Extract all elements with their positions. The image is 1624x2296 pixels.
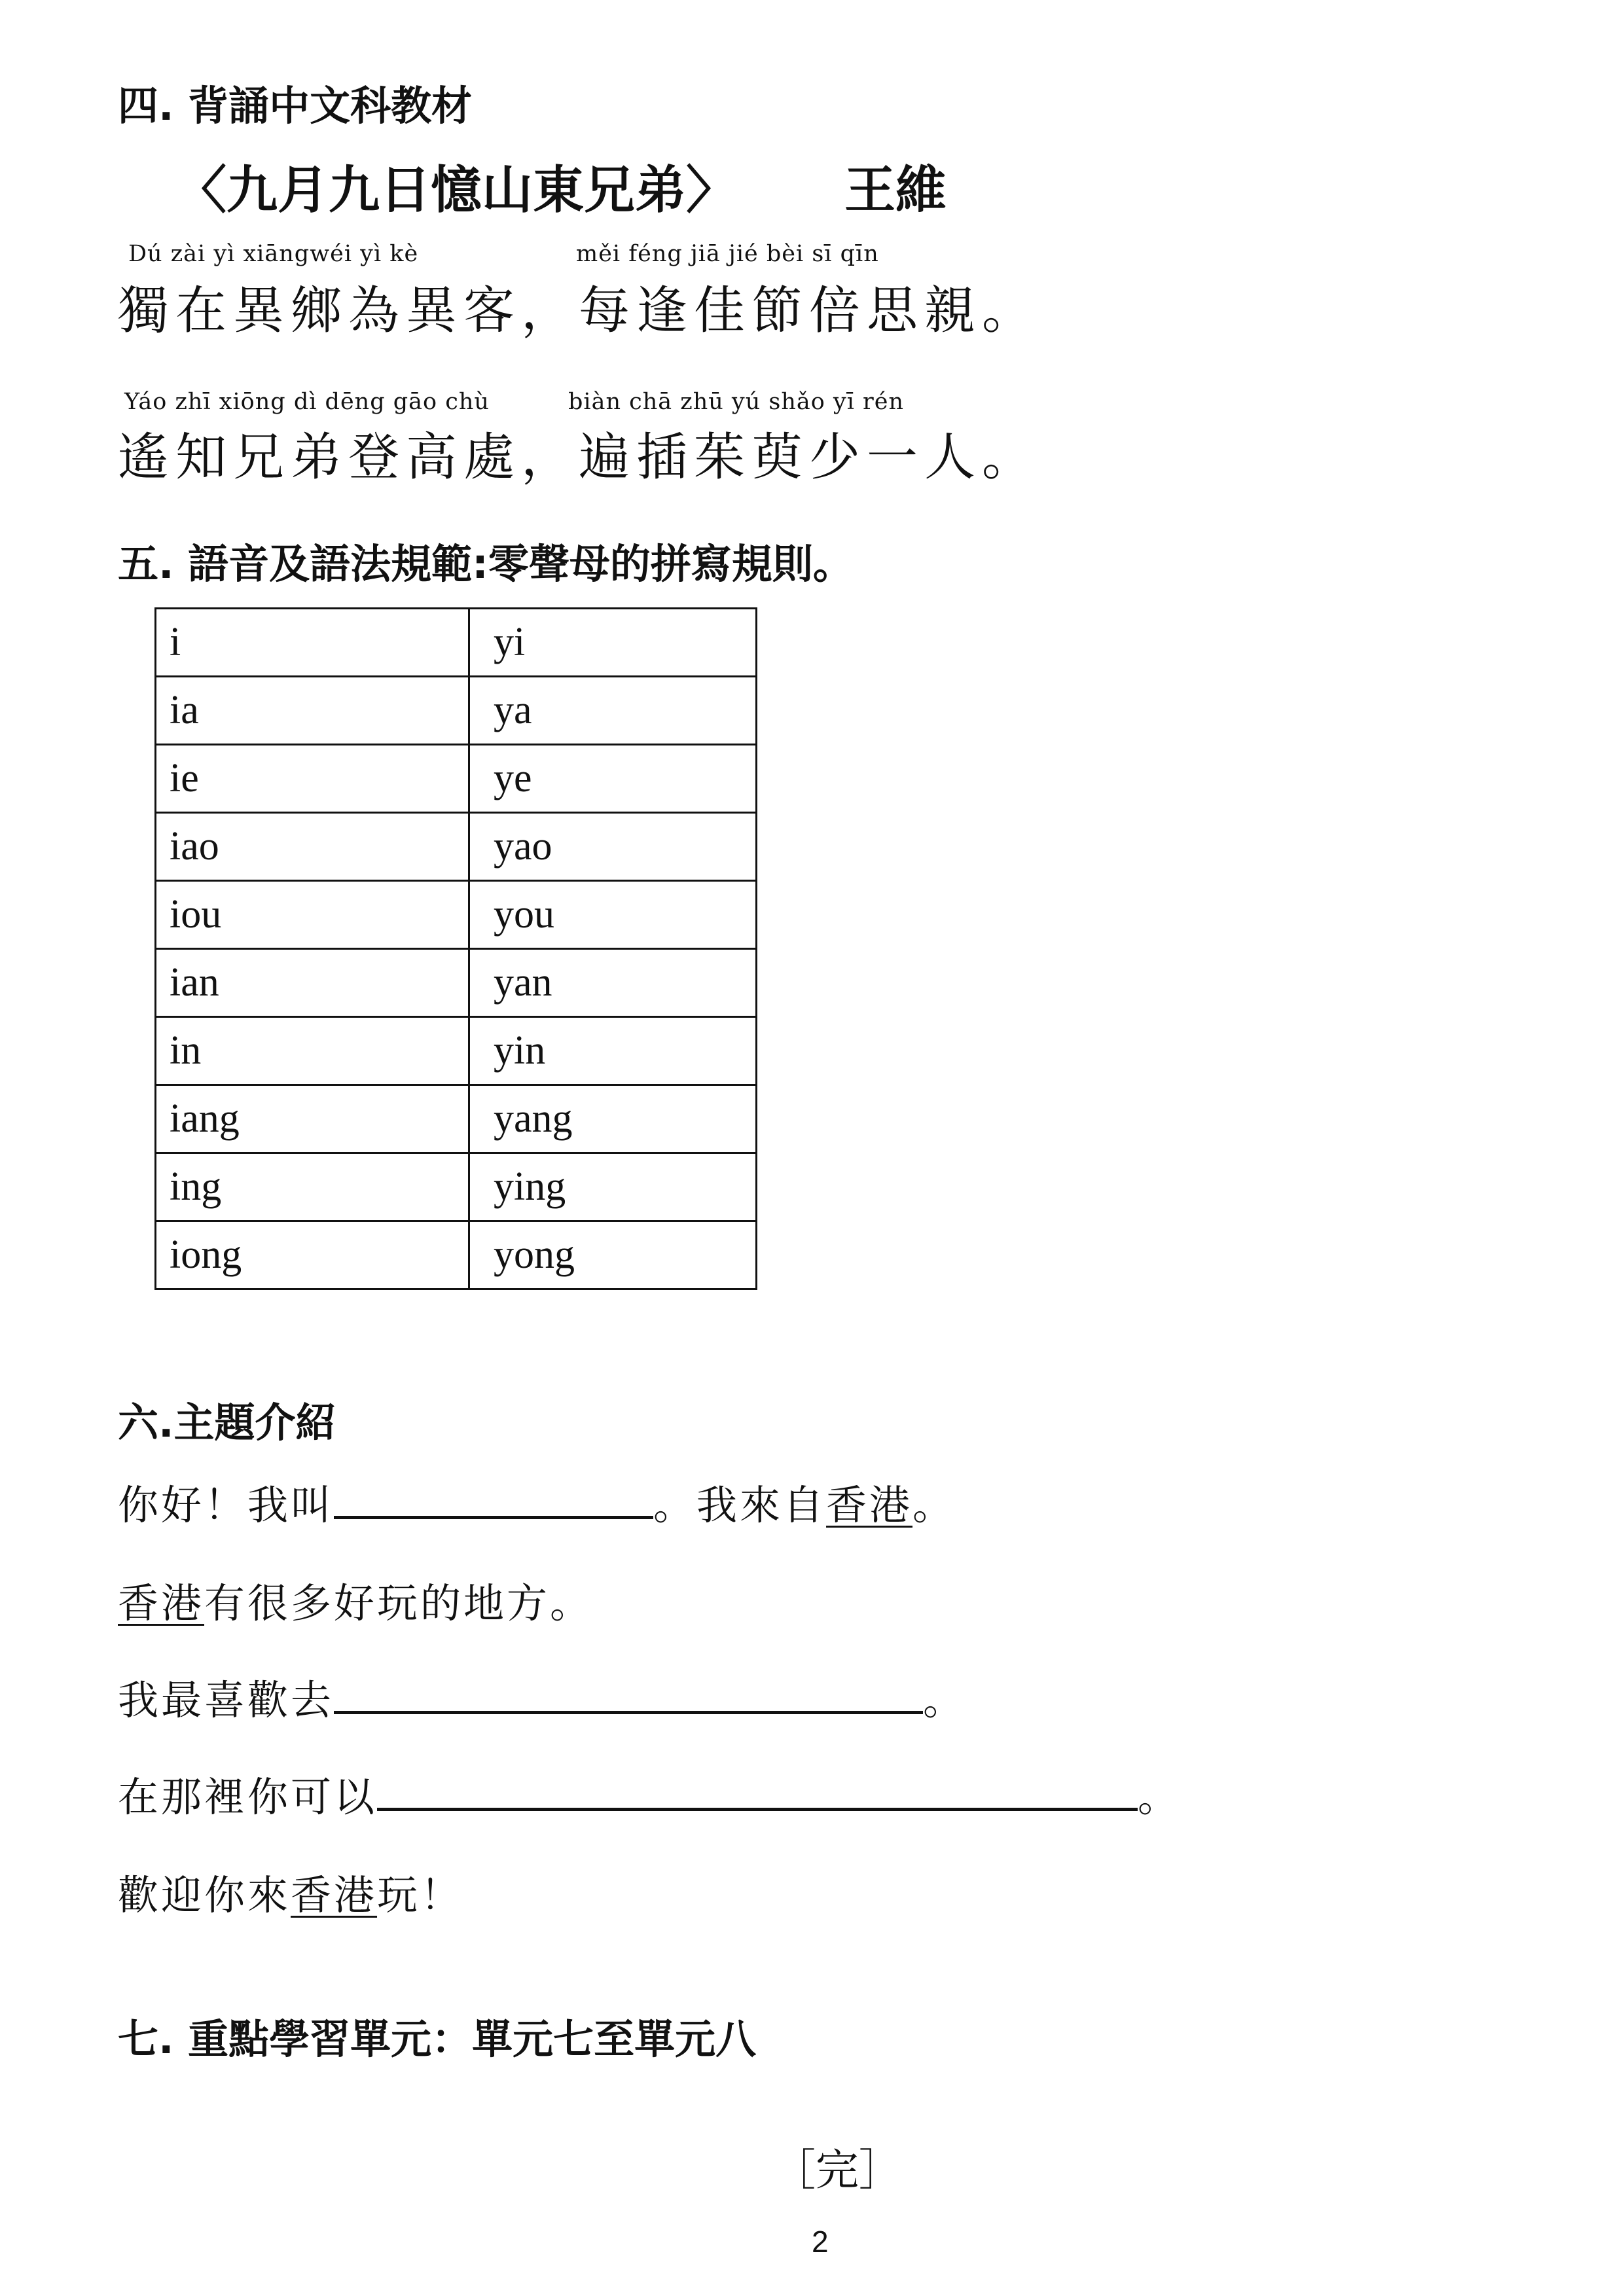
intro-line-2-rest: 有很多好玩的地方。 [204, 1579, 594, 1627]
intro-line-1-start: 你好！我叫 [118, 1481, 334, 1529]
poem-line-1: 獨在異鄉為異客，每逢佳節倍思親。 [118, 281, 1040, 340]
zero-initial-table [154, 607, 757, 1290]
favourite-place-blank[interactable] [334, 1673, 923, 1714]
poem-line-1-pinyin-b: měi féng jiā jié bèi sī qīn [576, 241, 879, 267]
activity-blank[interactable] [377, 1770, 1138, 1811]
final-cell: iang [156, 1085, 469, 1153]
intro-line-1 [118, 1473, 956, 1531]
intro-line-1-mid: 。我來自 [653, 1481, 827, 1529]
intro-line-2 [118, 1571, 593, 1629]
place-hong-kong-2: 香港 [118, 1579, 205, 1627]
intro-line-1-end: 。 [912, 1481, 956, 1529]
final-cell: ie [156, 745, 469, 813]
table-row [156, 745, 757, 813]
section-6-heading: 六.主題介紹 [118, 1399, 336, 1446]
table-row [156, 1085, 757, 1153]
table-row [156, 677, 757, 745]
poem-line-2-pinyin-a: Yáo zhī xiōng dì dēng gāo chù [124, 389, 490, 415]
spelling-cell: yan [469, 949, 757, 1017]
spelling-cell: yin [469, 1017, 757, 1085]
final-cell: iong [156, 1221, 469, 1289]
spelling-cell: yong [469, 1221, 757, 1289]
intro-line-3-end: 。 [923, 1676, 967, 1724]
poem-title: 〈九月九日憶山東兄弟〉 [175, 161, 738, 220]
table-row [156, 1017, 757, 1085]
intro-line-3-start: 我最喜歡去 [118, 1676, 334, 1724]
table-row [156, 949, 757, 1017]
section-5-heading: 五. 語音及語法規範:零聲母的拼寫規則。 [118, 540, 854, 588]
poem-line-2-pinyin-b: biàn chā zhū yú shǎo yī rén [568, 389, 905, 415]
table-row [156, 1153, 757, 1221]
table-row [156, 813, 757, 881]
spelling-cell: yang [469, 1085, 757, 1153]
section-7-heading: 七. 重點學習單元：單元七至單元八 [118, 2015, 757, 2063]
spelling-cell: yi [469, 609, 757, 677]
name-blank[interactable] [334, 1478, 653, 1519]
intro-line-5-start: 歡迎你來 [118, 1871, 291, 1919]
end-mark: ［完］ [772, 2145, 902, 2195]
intro-line-5 [118, 1863, 463, 1921]
poem-line-2: 遙知兄弟登高處，遍插茱萸少一人。 [118, 428, 1040, 487]
final-cell: ing [156, 1153, 469, 1221]
intro-line-5-end: 玩！ [377, 1871, 464, 1919]
table-row [156, 609, 757, 677]
spelling-cell: yao [469, 813, 757, 881]
spelling-cell: ying [469, 1153, 757, 1221]
section-4-heading: 四. 背誦中文科教材 [118, 82, 473, 130]
table-row [156, 881, 757, 949]
final-cell: ian [156, 949, 469, 1017]
final-cell: i [156, 609, 469, 677]
spelling-cell: ya [469, 677, 757, 745]
intro-line-4-end: 。 [1138, 1773, 1182, 1821]
final-cell: iou [156, 881, 469, 949]
poem-author: 王維 [844, 161, 947, 220]
place-hong-kong-1: 香港 [826, 1481, 913, 1529]
poem-line-1-pinyin-a: Dú zài yì xiāngwéi yì kè [128, 241, 419, 267]
intro-line-3 [118, 1668, 966, 1726]
final-cell: ia [156, 677, 469, 745]
intro-line-4 [118, 1765, 1181, 1823]
spelling-cell: you [469, 881, 757, 949]
final-cell: iao [156, 813, 469, 881]
table-row [156, 1221, 757, 1289]
place-hong-kong-3: 香港 [291, 1871, 378, 1919]
intro-line-4-start: 在那裡你可以 [118, 1773, 378, 1821]
page-number: 2 [812, 2225, 829, 2259]
spelling-cell: ye [469, 745, 757, 813]
final-cell: in [156, 1017, 469, 1085]
